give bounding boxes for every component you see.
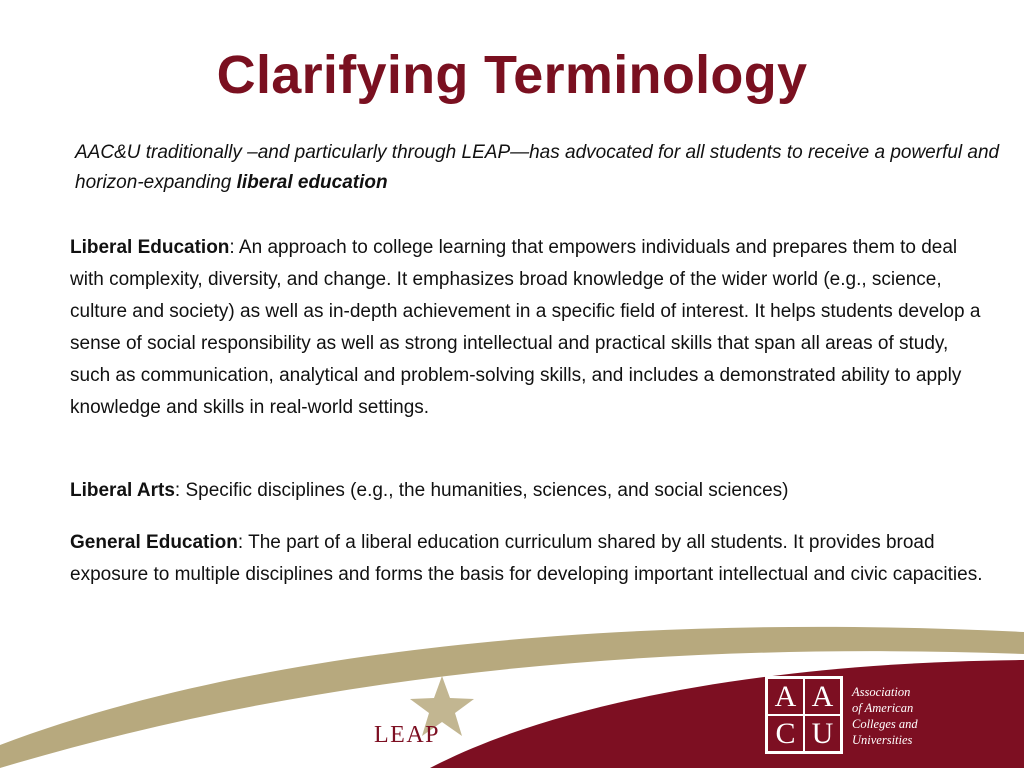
logo-name-line: Universities [852,733,913,747]
aacu-logo-mark [765,676,843,754]
definition-term: Liberal Education [70,237,230,258]
aacu-logo-name [852,684,962,748]
definition-term: Liberal Arts [70,480,175,501]
logo-name-line: of American [852,701,914,715]
definition-text: : The part of a liberal education curriculum shared by all students. It provides broad exposure to multiple disciplines and forms the basis for developing important intellectual and civic capacities. [70,532,983,585]
logo-name-line: Association [852,685,911,699]
logo-letter: U [804,715,841,752]
intro-emphasis: liberal education [236,172,388,193]
logo-letter: A [767,678,804,715]
slide-title: Clarifying Terminology [216,45,808,105]
definition-term: General Education [70,532,238,553]
definition-text: : An approach to college learning that empowers individuals and prepares them to deal with complexity, diversity, and change. It emphasizes broad knowledge of the wider world (e.g., science, culture and society) as well as in-depth achievement in a specific field of interest. It helps students develop a sense of social responsibility as well as strong intellectual and practical skills that span all areas of study, such as communication, analytical and problem-solving skills, and includes a demonstrated ability to apply knowledge and skills in real-world settings. [70,237,981,418]
logo-letter: A [804,678,841,715]
logo-letter: C [767,715,804,752]
logo-name-line: Colleges and [852,717,918,731]
definition-text: : Specific disciplines (e.g., the humanities, sciences, and social sciences) [174,480,789,501]
intro-text: AAC&U traditionally –and particularly through LEAP—has advocated for all students to receive a powerful and horizon-expanding [75,142,1000,193]
leap-logo-text: LEAP [374,722,440,748]
